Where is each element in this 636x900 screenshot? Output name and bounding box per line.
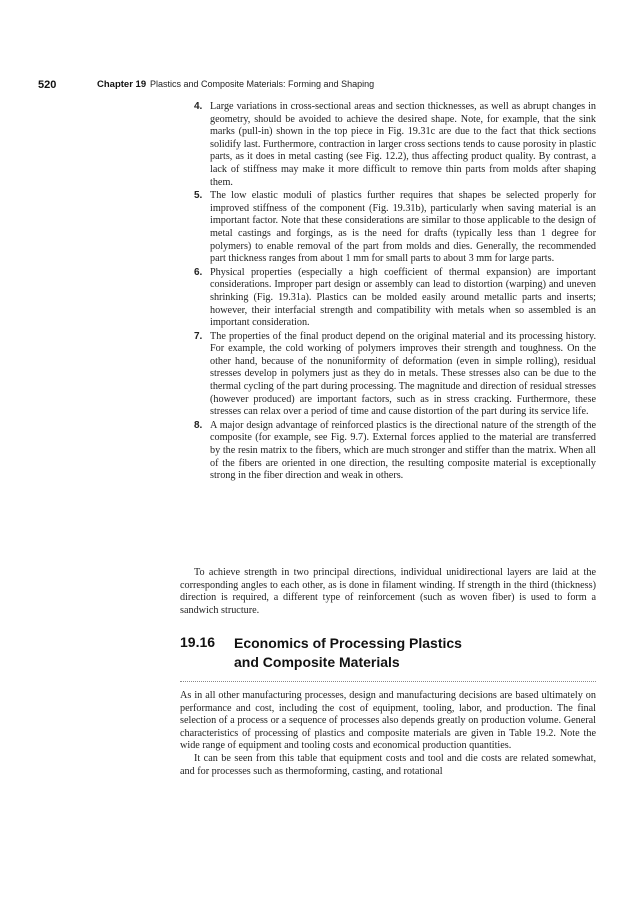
list-item-number: 5. — [194, 190, 203, 202]
list-item-text: Physical properties (especially a high coefficient of thermal expansion) are important considerations. Improper part design or assembly can lead to distortion (warping) and uneven shrinking (Fig. 19.31a). Plastics can be molded easily around metallic parts and inserts; however, their interfacial strength and compatibility with metals when so assembled is an important consideration. — [210, 266, 596, 329]
list-item-number: 7. — [194, 330, 203, 342]
section-title-line-1: Economics of Processing Plastics — [234, 635, 462, 651]
section-body — [180, 690, 596, 778]
section-divider — [180, 681, 596, 682]
list-item — [194, 331, 596, 419]
list-item-text: A major design advantage of reinforced plastics is the directional nature of the strength of the composite (for example, see Fig. 9.7). External forces applied to the material are transferred by the resin matrix to the fibers, which are much stronger and stiffer than the matrix. When all of the fibers are oriented in one direction, the resulting composite material is exceptionally strong in the fiber direction and weak in others. — [210, 419, 596, 482]
section-title-line-2: and Composite Materials — [234, 654, 400, 670]
running-header — [38, 79, 598, 95]
section-number: 19.16 — [180, 634, 216, 650]
list-item — [194, 267, 596, 330]
chapter-title: Plastics and Composite Materials: Forming and Shaping — [150, 79, 375, 89]
section-paragraph: As in all other manufacturing processes, design and manufacturing decisions are based ultimately on performance and cost, including the cost of equipment, tooling, labor, and production. The final selection of a process or a sequence of processes also depends greatly on production volume. General characteristics of processing of plastics and composite materials are given in Table 19.2. Note the wide range of equipment and tooling costs and economical production quantities. — [180, 690, 596, 752]
section-heading — [180, 634, 596, 672]
section-title — [234, 634, 462, 672]
list-item-text: Large variations in cross-sectional areas and section thicknesses, as well as abrupt changes in geometry, should be avoided to achieve the desired shape. Note, for example, that the sink marks (pull-in) shown in the top piece in Fig. 19.31c are due to the fact that thick sections solidify last. Furthermore, contraction in larger cross sections tends to cause porosity in plastic parts, as it does in metal casting (see Fig. 12.2), thus affecting product quality. By contrast, a lack of stiffness may make it more difficult to remove thin parts from molds after shaping them. — [210, 101, 596, 188]
section-paragraph: It can be seen from this table that equipment costs and tool and die costs are related somewhat, and for processes such as thermoforming, casting, and rotational — [180, 752, 596, 777]
list-item — [194, 420, 596, 483]
list-item — [194, 190, 596, 266]
list-item-number: 8. — [194, 419, 203, 431]
chapter-label: Chapter 19 — [97, 79, 147, 90]
design-guidelines-list — [194, 101, 596, 484]
list-item-text: The low elastic moduli of plastics further requires that shapes be selected properly for improved stiffness of the component (Fig. 19.31b), particularly when saving material is an important factor. Note that these considerations are similar to those applicable to the design of metal castings and forgings, as is the need for drafts (typically less than 1 degree for polymers) to enable removal of the part from molds and dies. Generally, the recommended part thickness ranges from about 1 mm for small parts to about 3 mm for large parts. — [210, 190, 596, 265]
list-item-number: 6. — [194, 266, 203, 278]
body-paragraph: To achieve strength in two principal directions, individual unidirectional layers are laid at the corresponding angles to each other, as is done in filament winding. If strength in the third (thickness) direction is required, a different type of reinforcement (such as woven fiber) is used to form a sandwich structure. — [180, 567, 596, 616]
page-number: 520 — [38, 79, 57, 91]
list-item-number: 4. — [194, 101, 203, 112]
body-paragraph-block — [180, 567, 596, 617]
list-item — [194, 101, 596, 189]
list-item-text: The properties of the final product depend on the original material and its processing history. For example, the cold working of polymers improves their strength and toughness. On the other hand, because of the nonuniformity of deformation (even in simple rolling), residual stresses develop in polymers just as they do in metals. These stresses also can be due to the thermal cycling of the part during processing. The magnitude and direction of residual stresses (however produced) are important factors, such as in stress cracking. Furthermore, these stresses can relax over a period of time and cause distortion of the part during its service life. — [210, 330, 596, 418]
